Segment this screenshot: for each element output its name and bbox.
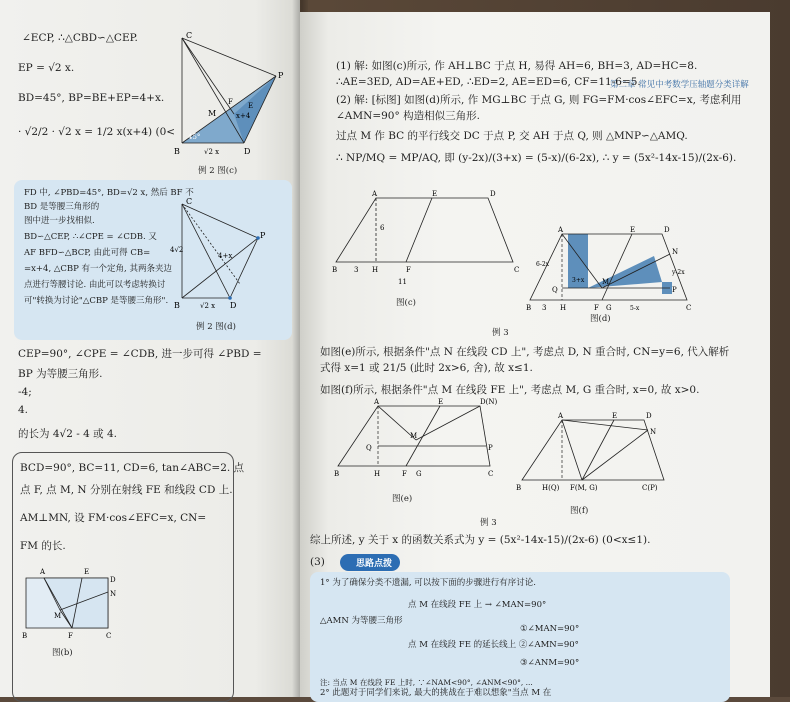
label: B <box>174 147 180 156</box>
figure-b <box>22 564 132 654</box>
figure-f <box>514 414 689 504</box>
label: B <box>22 632 28 640</box>
tip-tag: 思路点拨 <box>340 554 400 571</box>
label: 3 <box>354 266 359 274</box>
box-line: BD∽△CEP, ∴∠CPE = ∠CDB. 又 <box>24 232 157 242</box>
label: P <box>260 231 266 240</box>
label: C(P) <box>642 484 658 492</box>
label: F <box>228 98 233 106</box>
label: F <box>594 304 599 312</box>
tip-line: 1° 为了确保分类不遗漏, 可以按下面的步骤进行有序讨论. <box>320 578 536 588</box>
solution-line: (2) 解: [标图] 如图(d)所示, 作 MG⊥BC 于点 G, 则 FG=FM·cos∠EFC=x, 考虑利用 <box>336 94 742 106</box>
label: A <box>374 398 380 406</box>
label: E <box>612 412 618 420</box>
label: H <box>374 470 381 478</box>
label: B <box>174 301 180 310</box>
label: 45° <box>188 133 201 141</box>
label: 3+x <box>572 277 585 284</box>
label: P <box>672 286 677 294</box>
label: F <box>406 266 411 274</box>
example-caption: 例 3 <box>492 328 509 338</box>
label: B <box>526 304 532 312</box>
label: H <box>560 304 567 312</box>
label: M <box>208 109 217 118</box>
solution-line: 过点 M 作 BC 的平行线交 DC 于点 P, 交 AH 于点 Q, 则 △MNP∽△AMQ. <box>336 130 688 142</box>
label: E <box>84 568 90 576</box>
right-page <box>300 12 770 697</box>
solution-line: (1) 解: 如图(c)所示, 作 AH⊥BC 于点 H, 易得 AH=6, BH=3, AD=HC=8. <box>336 60 698 72</box>
label: √2 x <box>200 302 216 310</box>
label: P <box>488 444 493 452</box>
label: B <box>332 266 338 274</box>
label: H <box>372 266 379 274</box>
label: 4+x <box>218 252 233 260</box>
label: 5-x <box>630 305 640 312</box>
label: D <box>646 412 652 420</box>
label: M <box>602 278 610 286</box>
left-line: 4. <box>18 404 29 416</box>
label: D <box>230 301 237 310</box>
tip-line: △AMN 为等腰三角形 <box>320 616 403 626</box>
label: D <box>490 190 496 198</box>
problem-line: BCD=90°, BC=11, CD=6, tan∠ABC=2. 点 <box>20 462 245 474</box>
label: M <box>410 432 418 440</box>
label: D <box>110 576 116 584</box>
label: 11 <box>398 278 407 286</box>
label: N <box>672 248 679 256</box>
figure-caption: 例 2 图(c) <box>198 166 238 176</box>
box-line: 图中进一步找相似. <box>24 216 95 226</box>
label: D(N) <box>480 398 498 406</box>
label: C <box>106 632 112 640</box>
example-caption: 例 3 <box>480 518 497 528</box>
solution-line: ∴AE=3ED, AD=AE+ED, ∴ED=2, AE=ED=6, CF=11-6=5. <box>336 76 641 88</box>
label: 4√2 <box>170 246 184 254</box>
solution-line: 如图(e)所示, 根据条件"点 N 在线段 CD 上", 考虑点 D, N 重合时, CN=y=6, 代入解析 <box>320 346 730 358</box>
label: C <box>186 197 193 206</box>
left-page <box>0 0 300 697</box>
item-number: (3) <box>310 556 325 568</box>
label: 6 <box>380 224 385 232</box>
figure-caption: 图(b) <box>52 648 73 658</box>
label: A <box>558 226 564 234</box>
label: F <box>402 470 407 478</box>
page-header: 第二章 常见中考数学压轴题分类详解 <box>610 80 749 90</box>
tip-line: 注: 当点 M 在线段 FE 上时, ∵∠NAM<90°, ∠ANM<90°, ... <box>320 678 533 687</box>
label: E <box>630 226 636 234</box>
tip-line: 2° 此题对于同学们来说, 最大的挑战在于难以想象"当点 M 在 <box>320 688 552 698</box>
problem-line: FM 的长. <box>20 540 66 552</box>
label: 6-2x <box>536 261 550 268</box>
label: B <box>516 484 522 492</box>
label: Q <box>366 444 372 452</box>
label: B <box>334 470 340 478</box>
left-line: 的长为 4√2 - 4 或 4. <box>18 428 117 440</box>
label: E <box>248 102 254 110</box>
box-line: =x+4, △CBP 有一个定角, 其两条夹边 <box>24 264 172 274</box>
figure-2c <box>168 28 293 178</box>
problem-line: AM⊥MN, 设 FM·cos∠EFC=x, CN= <box>20 512 207 524</box>
left-line: -4; <box>18 386 32 398</box>
label: G <box>606 304 612 312</box>
left-line: BP 为等腰三角形. <box>18 368 103 380</box>
solution-line: 式得 x=1 或 21/5 (此时 2x>6, 舍), 故 x≤1. <box>320 362 533 374</box>
label: 3 <box>542 304 547 312</box>
label: x+4 <box>236 112 251 120</box>
figure-caption: 例 2 图(d) <box>196 322 236 332</box>
figure-caption: 图(f) <box>570 506 589 516</box>
box-line: 点进行等腰讨论. 由此可以考虑转换讨 <box>24 280 166 290</box>
figure-caption: 图(d) <box>590 314 611 324</box>
label: D <box>664 226 670 234</box>
tip-line: ①∠MAN=90° <box>520 624 580 634</box>
label: y-2x <box>672 269 685 276</box>
label: E <box>432 190 438 198</box>
box-line: FD 中, ∠PBD=45°, BD=√2 x, 然后 BF 不 <box>24 188 194 198</box>
tip-line: 点 M 在线段 FE 上 → ∠MAN=90° <box>408 600 547 610</box>
label: √2 x <box>204 148 220 156</box>
label: C <box>514 266 520 274</box>
left-line: CEP=90°, ∠CPE = ∠CDB, 进一步可得 ∠PBD = <box>18 348 262 360</box>
left-line: ∠ECP, ∴△CBD∽△CEP. <box>22 32 138 44</box>
problem-line: 点 F, 点 M, N 分别在射线 FE 和线段 CD 上. <box>20 484 233 496</box>
label: C <box>686 304 692 312</box>
label: C <box>186 31 193 40</box>
label: A <box>372 190 378 198</box>
solution-line: ∠AMN=90° 构造相似三角形. <box>336 110 480 122</box>
summary-line: 综上所述, y 关于 x 的函数关系式为 y = (5x²-14x-15)/(2x-6) (0<x≤1). <box>310 534 651 546</box>
left-line: · √2/2 · √2 x = 1/2 x(x+4) (0< <box>18 126 176 138</box>
label: F <box>68 632 73 640</box>
left-line: EP = √2 x. <box>18 62 75 74</box>
label: H(Q) <box>542 484 560 492</box>
label: M <box>54 612 62 620</box>
solution-line: 如图(f)所示, 根据条件"点 M 在线段 FE 上", 考虑点 M, G 重合时, x=0, 故 x>0. <box>320 384 700 396</box>
figure-caption: 图(e) <box>392 494 413 504</box>
label: D <box>244 147 251 156</box>
label: N <box>110 590 117 598</box>
box-line: AF BFD∽△BCP, 由此可得 CB= <box>24 248 151 258</box>
label: F(M, G) <box>570 484 598 492</box>
label: A <box>40 568 46 576</box>
label: A <box>558 412 564 420</box>
figure-2d <box>168 196 288 316</box>
label: Q <box>552 286 558 294</box>
figure-c <box>328 190 518 290</box>
tip-line: 点 M 在线段 FE 的延长线上 ②∠AMN=90° <box>408 640 579 650</box>
left-line: BD=45°, BP=BE+EP=4+x. <box>18 92 165 104</box>
label: C <box>488 470 494 478</box>
box-line: 可"转换为讨论"△CBP 是等腰三角形". <box>24 296 169 306</box>
figure-d <box>522 222 697 322</box>
solution-line: ∴ NP/MQ = MP/AQ, 即 (y-2x)/(3+x) = (5-x)/(6-2x), ∴ y = (5x²-14x-15)/(2x-6). <box>336 152 737 164</box>
label: G <box>416 470 422 478</box>
tip-line: ③∠ANM=90° <box>520 658 580 668</box>
label: N <box>650 428 657 436</box>
figure-e <box>330 400 505 490</box>
figure-caption: 图(c) <box>396 298 416 308</box>
box-line: BD 是等腰三角形的 <box>24 202 100 212</box>
label: E <box>438 398 444 406</box>
label: P <box>278 71 284 80</box>
